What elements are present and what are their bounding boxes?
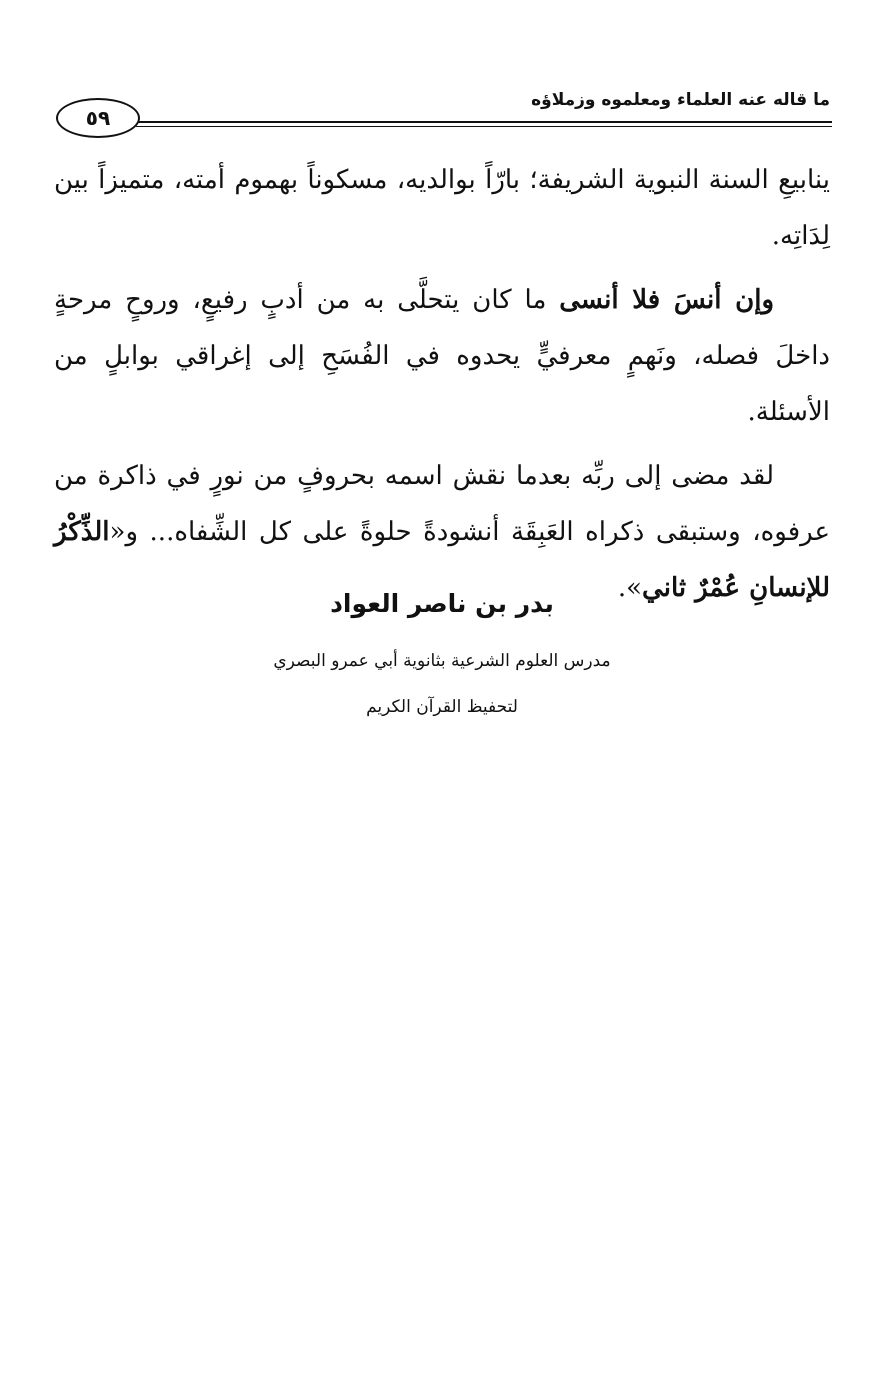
- running-header: [56, 86, 832, 136]
- header-rule: [136, 121, 832, 127]
- paragraph-1: [54, 152, 830, 264]
- body-text: [54, 152, 830, 616]
- paragraph-1-text: ينابيعِ السنة النبوية الشريفة؛ بارّاً بوالديه، مسكوناً بهموم أمته، متميزاً بين لِدَاتِه.: [54, 165, 830, 251]
- closing-quote: الذِّكْرُ للإنسانِ عُمْرٌ ثاني: [54, 517, 830, 603]
- page-number: ٥٩: [56, 98, 140, 138]
- paragraph-3-end: ».: [617, 573, 643, 603]
- signature-role: مدرس العلوم الشرعية بثانوية أبي عمرو البصري: [273, 651, 611, 671]
- paragraph-3-text: لقد مضى إلى ربِّه بعدما نقش اسمه بحروفٍ من نورٍ في ذاكرة من عرفوه، وستبقى ذكراه العَبِقَة أنشودةً حلوةً على كل الشِّفاه... و«: [54, 461, 830, 547]
- signature-name: بدر بن ناصر العواد: [330, 589, 554, 618]
- signature-school: لتحفيظ القرآن الكريم: [366, 697, 518, 717]
- paragraph-2: [54, 272, 830, 440]
- paragraph-2-lead: وإن أنسَ فلا أنسى: [559, 285, 775, 315]
- paragraph-2-text: ما كان يتحلَّى به من أدبٍ رفيعٍ، وروحٍ مرحةٍ داخلَ فصله، ونَهمٍ معرفيٍّ يحدوه في الفُسَحِ إلى إغراقي بوابلٍ من الأسئلة.: [54, 285, 830, 427]
- chapter-title: ما قاله عنه العلماء ومعلموه وزملاؤه: [531, 90, 830, 110]
